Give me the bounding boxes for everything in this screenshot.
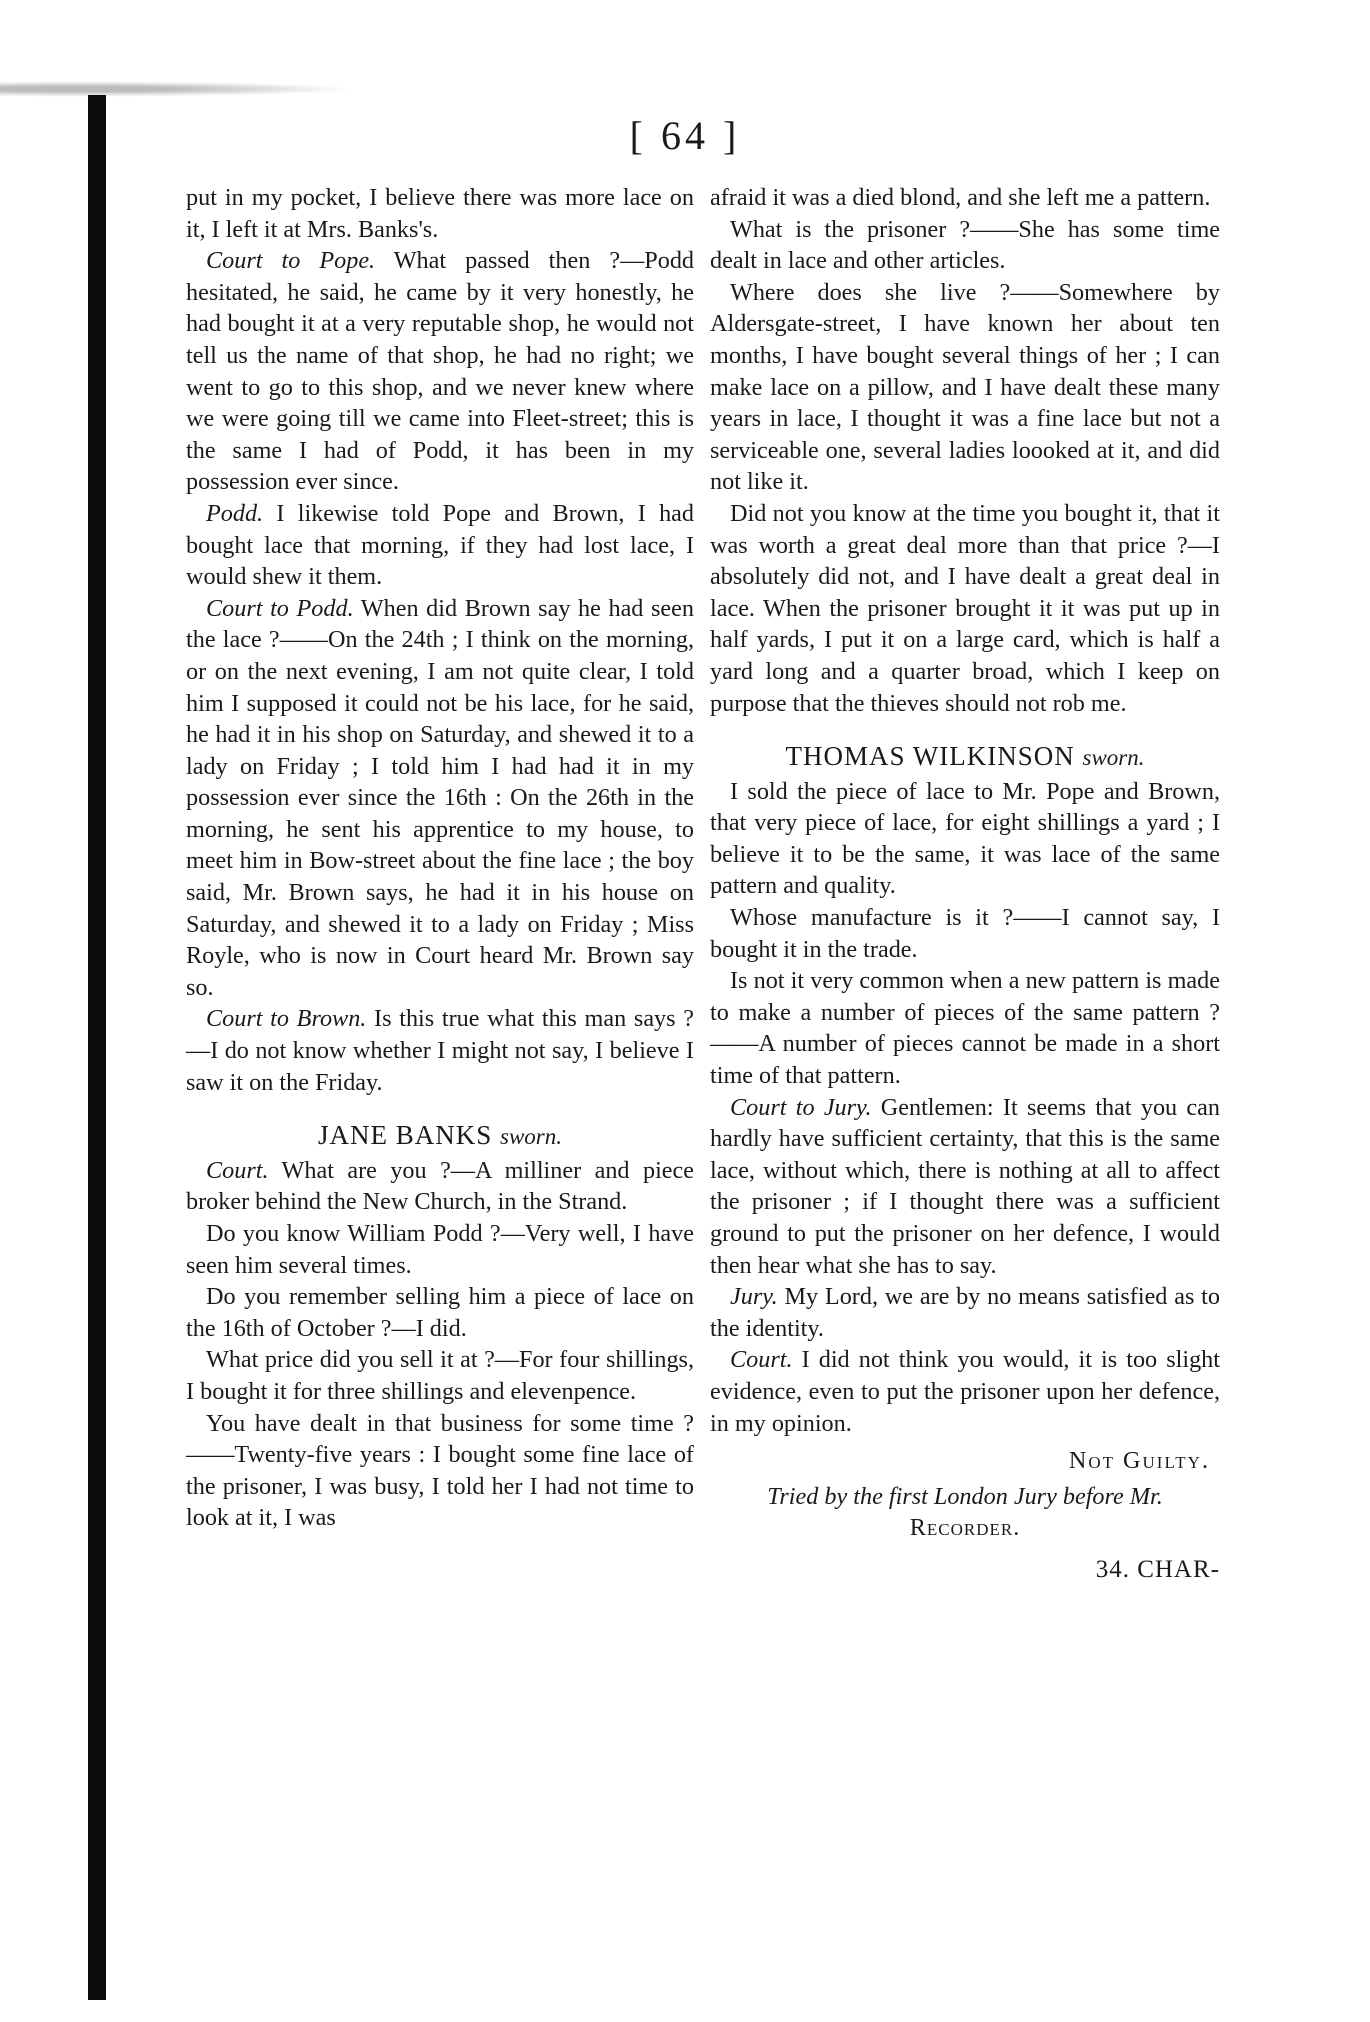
paragraph-text: What passed then ?—Podd hesitated, he said, he came by it very honestly, he had bought it at a very reputable shop, he would not tell us the name of that shop, he had no right; we went to go to this shop, and we never knew where we were going till we came into Fleet-street; this is the same I had of Podd, it has been in my possession ever since. [186,247,695,496]
paragraph [710,498,1220,719]
page-edge-shadow [0,80,400,98]
paragraph-text: You have dealt in that business for some time ?——Twenty-five years : I bought some fine lace of the prisoner, I was busy, I told her I had not time to look at it, I was [186,1409,694,1532]
paragraph-text: I did not think you would, it is too slight evidence, even to put the prisoner upon her defence, in my opinion. [710,1346,1220,1437]
paragraph-text: Do you remember selling him a piece of lace on the 16th of October ?—I did. [186,1283,694,1342]
speaker-label: Court to Jury. [730,1093,872,1121]
paragraph [710,277,1220,498]
binding-margin [88,95,106,2000]
paragraph [186,1003,694,1098]
verdict: Not Guilty. [1068,1447,1210,1475]
paragraph [710,182,1220,214]
paragraph [710,965,1220,1091]
sworn-label: sworn. [500,1124,563,1150]
speaker-label: Court to Brown. [206,1005,367,1033]
witness-heading-banks [186,1120,694,1153]
paragraph-text: Do you know William Podd ?—Very well, I have seen him several times. [186,1220,694,1279]
paragraph-text: afraid it was a died blond, and she left me a pattern. [710,184,1211,211]
paragraph-text: I likewise told Pope and Brown, I had bought lace that morning, if they had lost lace, I would shew it them. [186,499,694,591]
paragraph-text: Did not you know at the time you bought it, that it was worth a great deal more than that price ?—I absolutely did not, and I have dealt a great deal in lace. When the prisoner brought it it was put up in half yards, I put it on a large card, which is half a yard long and a quarter broad, which I keep on purpose that the thieves should not rob me. [710,499,1220,717]
right-column [710,182,1220,1586]
witness-heading-wilkinson [710,741,1220,774]
paragraph [710,902,1220,965]
page-number: [ 64 ] [629,113,741,158]
paragraph [186,1218,694,1281]
speaker-label: Court to Podd. [206,594,354,622]
speaker-label: Court. [730,1346,793,1374]
paragraph-text: What is the prisoner ?——She has some time dealt in lace and other articles. [710,215,1220,275]
wilkinson-testimony [710,776,1220,1439]
paragraph-text: My Lord, we are by no means satisfied as to the identity. [710,1283,1220,1342]
speaker-label: Court. [206,1156,269,1184]
paragraph-text: Whose manufacture is it ?——I cannot say, I bought it in the trade. [710,904,1220,963]
right-paragraphs [710,182,1220,719]
paragraph [186,1344,694,1407]
paragraph [186,593,694,1004]
paragraph-text: What are you ?—A milliner and piece broker behind the New Church, in the Strand. [186,1156,694,1216]
tried-line: Tried by the first London Jury before Mr. [767,1482,1163,1510]
paragraph [186,182,694,245]
witness-name: THOMAS WILKINSON [785,741,1075,772]
paragraph-text: put in my pocket, I believe there was more lace on it, I left it at Mrs. Banks's. [186,184,694,243]
left-column [186,182,694,1534]
paragraph-text: Gentlemen: It seems that you can hardly have sufficient certainty, that this is the same lace, without which, there is nothing at all to affect the prisoner ; if I thought there was a sufficient ground to put the prisoner on her defence, I would then hear what she has to say. [710,1093,1220,1279]
speaker-label: Court to Pope. [206,247,376,275]
paragraph-text: What price did you sell it at ?—For four shillings, I bought it for three shillings and elevenpence. [186,1346,694,1405]
speaker-label: Podd. [206,499,264,527]
paragraph [710,214,1220,277]
paragraph [186,1281,694,1344]
paragraph [186,245,694,498]
sworn-label: sworn. [1082,745,1145,771]
catchword: 34. CHAR- [1095,1555,1220,1583]
paragraph-text: I sold the piece of lace to Mr. Pope and Brown, that very piece of lace, for eight shillings a yard ; I believe it to be the same, it was lace of the same pattern and quality. [710,777,1220,900]
speaker-label: Jury. [730,1283,778,1311]
paragraph [186,1408,694,1534]
paragraph-text: When did Brown say he had seen the lace ?——On the 24th ; I think on the morning, or on the next evening, I am not quite clear, I told him I supposed it could not be his lace, for he said, he had it in his shop on Saturday, and shewed it to a lady on Friday ; I told him I had had it in my possession ever since the 16th : On the 26th in the morning, he sent his apprentice to my house, to meet him in Bow-street about the fine lace ; the boy said, Mr. Brown says, he had it in his house on Saturday, and shewed it to a lady on Friday ; Miss Royle, who is now in Court heard Mr. Brown say so. [186,594,695,1001]
paragraph [710,1281,1220,1344]
paragraph-text: Where does she live ?——Somewhere by Aldersgate-street, I have known her about ten months, I have bought several things of her ; I can make lace on a pillow, and I have dealt these many years in lace, I thought it was a fine lace but not a serviceable one, several ladies loooked at it, and did not like it. [710,278,1220,496]
banks-testimony [186,1155,694,1534]
paragraph [186,1155,694,1218]
paragraph [710,1344,1220,1439]
recorder-line: Recorder. [909,1514,1021,1542]
paragraph [186,498,694,593]
paragraph [710,1092,1220,1282]
left-paragraphs [186,182,694,1098]
paragraph [710,776,1220,902]
paragraph-text: Is not it very common when a new pattern is made to make a number of pieces of the same pattern ?——A number of pieces cannot be made in a short time of that pattern. [710,967,1220,1090]
witness-name: JANE BANKS [317,1120,493,1151]
paragraph-text: Is this true what this man says ?—I do not know whether I might not say, I believe I saw it on the Friday. [186,1005,694,1096]
